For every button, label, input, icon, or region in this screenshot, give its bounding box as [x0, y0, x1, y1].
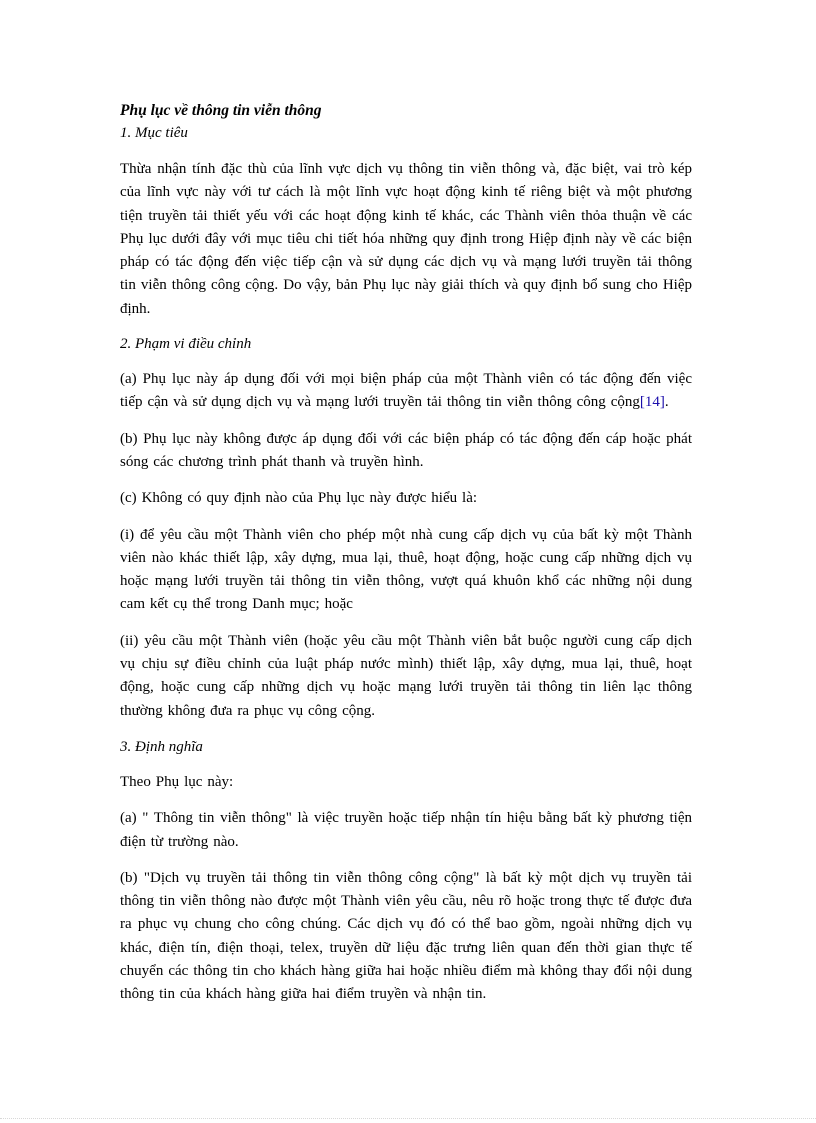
section-heading-objectives: 1. Mục tiêu [120, 125, 188, 141]
paragraph-scope-i: (i) để yêu cầu một Thành viên cho phép một nhà cung cấp dịch vụ của bất kỳ một Thành viên nào khác thiết lập, xây dựng, mua lại, thuê, hoạt động, hoặc cung cấp những dịch vụ hoặc mạng lưới truyền tải thông tin viễn thông, vượt quá khuôn khổ các những nội dung cam kết cụ thể trong Danh mục; hoặc [120, 526, 692, 613]
scope-a-text: (a) Phụ lục này áp dụng đối với mọi biện pháp của một Thành viên có tác động đến việc tiếp cận và sử dụng dịch vụ và mạng lưới truyền tải thông tin viễn thông công cộng [120, 371, 692, 411]
document-page [120, 100, 692, 1007]
paragraph-definitions-intro: Theo Phụ lục này: [120, 773, 234, 790]
section-heading-scope: 2. Phạm vi điều chỉnh [120, 336, 252, 353]
document-title: Phụ lục về thông tin viễn thông [120, 102, 322, 119]
footnote-ref-link[interactable]: [14] [639, 394, 665, 411]
paragraph-scope-c: (c) Không có quy định nào của Phụ lục này được hiểu là: [120, 490, 478, 507]
paragraph-scope-ii: (ii) yêu cầu một Thành viên (hoặc yêu cầu một Thành viên bắt buộc người cung cấp dịch vụ chịu sự điều chỉnh của luật pháp nước mình) thiết lập, xây dựng, mua lại, thuê, hoạt động, hoặc cung cấp những dịch vụ hoặc mạng lưới truyền tải thông tin liên lạc thông thường không đưa ra phục vụ công cộng. [120, 632, 692, 719]
paragraph-scope-a [120, 368, 692, 415]
paragraph-definition-b: (b) "Dịch vụ truyền tải thông tin viễn thông công cộng" là bất kỳ một dịch vụ truyền tải thông tin viễn thông nào được một Thành viên yêu cầu, nêu rõ hoặc trong thực tế được đưa ra phục vụ chung cho công chúng. Các dịch vụ đó có thể bao gồm, ngoài những dịch vụ khác, điện tín, điện thoại, telex, truyền dữ liệu đặc trưng liên quan đến thời gian thực tế chuyển các thông tin cho khách hàng giữa hai hoặc nhiều điểm mà không thay đổi nội dung thông tin của khách hàng giữa hai điểm truyền và nhận tin. [120, 869, 692, 1003]
paragraph-definition-a: (a) " Thông tin viễn thông" là việc truyền hoặc tiếp nhận tín hiệu bằng bất kỳ phương tiện điện từ trường nào. [120, 810, 692, 850]
section-heading-definitions: 3. Định nghĩa [120, 738, 203, 755]
page-bottom-border [0, 1118, 816, 1119]
paragraph-objectives: Thừa nhận tính đặc thù của lĩnh vực dịch vụ thông tin viễn thông và, đặc biệt, vai trò kép của lĩnh vực này với tư cách là một lĩnh vực hoạt động kinh tế riêng biệt và một phương tiện truyền tải thiết yếu với các hoạt động kinh tế khác, các Thành viên thỏa thuận về các Phụ lục dưới đây với mục tiêu chi tiết hóa những quy định trong Hiệp định này về các biện pháp có tác động đến việc tiếp cận và sử dụng các dịch vụ và mạng lưới truyền tải thông tin viễn thông công cộng. Do vậy, bản Phụ lục này giải thích và quy định bổ sung cho Hiệp định. [120, 161, 692, 317]
paragraph-scope-b: (b) Phụ lục này không được áp dụng đối với các biện pháp có tác động đến cáp hoặc phát sóng các chương trình phát thanh và truyền hình. [120, 430, 692, 470]
scope-a-end: . [664, 394, 669, 411]
